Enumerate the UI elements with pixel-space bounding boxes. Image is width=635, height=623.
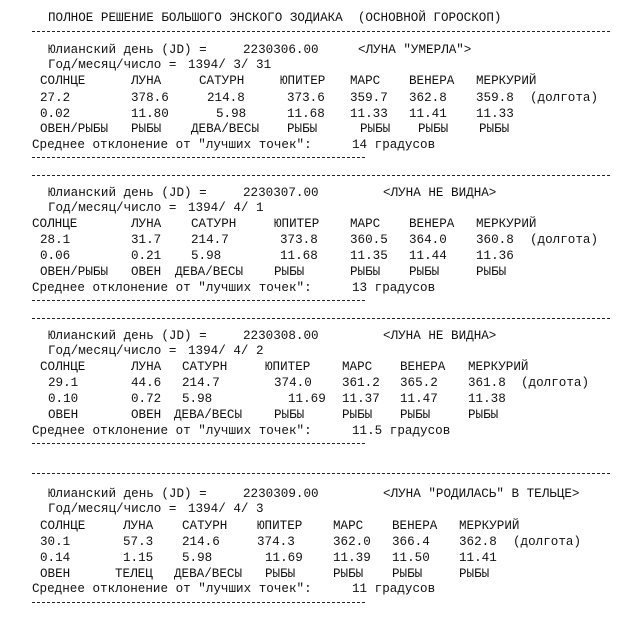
deviation-saturn: 5.98 xyxy=(191,249,222,263)
sign-moon: ОВЕН xyxy=(131,408,162,422)
header-saturn: САТУРН xyxy=(191,217,237,231)
deviation-mars: 11.33 xyxy=(350,107,388,121)
longitude-mercury: 359.8 xyxy=(476,91,514,105)
longitude-jupiter: 373.8 xyxy=(280,233,318,247)
header-sun: СОЛНЦЕ xyxy=(32,217,78,231)
deviation-moon: 1.15 xyxy=(123,551,154,565)
deviation-venus: 11.47 xyxy=(400,392,438,406)
sign-mars: РЫБЫ xyxy=(333,567,364,581)
deviation-venus: 11.50 xyxy=(392,551,430,565)
sign-saturn: ДЕВА/ВЕСЫ xyxy=(175,265,244,279)
longitude-moon: 44.6 xyxy=(131,376,162,390)
header-mercury: МЕРКУРИЙ xyxy=(476,74,537,88)
header-jupiter: ЮПИТЕР xyxy=(265,360,311,374)
header-moon: ЛУНА xyxy=(131,360,162,374)
sign-jupiter: РЫБЫ xyxy=(287,122,318,136)
longitude-label: (долгота) xyxy=(513,535,582,549)
longitude-sun: 28.1 xyxy=(40,233,71,247)
avg-deviation-label: Среднее отклонение от "лучших точек": xyxy=(32,138,312,152)
avg-deviation-value: 11 градусов xyxy=(352,582,436,596)
header-venus: ВЕНЕРА xyxy=(409,74,455,88)
separator xyxy=(32,602,365,603)
deviation-venus: 11.41 xyxy=(409,107,447,121)
longitude-moon: 378.6 xyxy=(131,91,169,105)
deviation-sun: 0.10 xyxy=(48,392,79,406)
sign-saturn: ДЕВА/ВЕСЫ xyxy=(191,122,260,136)
jd-value: 2230306.00 xyxy=(243,43,319,57)
sign-jupiter: РЫБЫ xyxy=(265,567,296,581)
avg-deviation-label: Среднее отклонение от "лучших точек": xyxy=(32,281,312,295)
page-title: ПОЛНОЕ РЕШЕНИЕ БОЛЬШОГО ЭНСКОГО ЗОДИАКА (ОСНОВНОЙ ГОРОСКОП) xyxy=(48,11,502,25)
date-label: Год/месяц/число = xyxy=(48,201,177,215)
longitude-moon: 31.7 xyxy=(131,233,162,247)
deviation-saturn: 5.98 xyxy=(182,392,213,406)
deviation-mercury: 11.33 xyxy=(476,107,514,121)
longitude-sun: 29.1 xyxy=(48,376,79,390)
deviation-moon: 0.72 xyxy=(131,392,162,406)
separator xyxy=(32,300,365,301)
sign-mercury: РЫБЫ xyxy=(479,122,510,136)
longitude-mars: 360.5 xyxy=(350,233,388,247)
deviation-saturn: 5.98 xyxy=(182,551,213,565)
longitude-sun: 30.1 xyxy=(40,535,71,549)
moon-status: <ЛУНА "РОДИЛАСЬ" В ТЕЛЬЦЕ> xyxy=(383,487,580,501)
deviation-saturn: 5.98 xyxy=(216,107,247,121)
longitude-jupiter: 373.6 xyxy=(287,91,325,105)
separator xyxy=(32,473,610,474)
date-label: Год/месяц/число = xyxy=(48,502,177,516)
sign-sun: ОВЕН xyxy=(48,408,79,422)
avg-deviation-value: 14 градусов xyxy=(352,138,436,152)
deviation-jupiter: 11.69 xyxy=(265,551,303,565)
sign-sun: ОВЕН xyxy=(40,567,71,581)
sign-saturn: ДЕВА/ВЕСЫ xyxy=(174,567,243,581)
deviation-venus: 11.44 xyxy=(409,249,447,263)
header-jupiter: ЮПИТЕР xyxy=(257,519,303,533)
deviation-jupiter: 11.68 xyxy=(287,107,325,121)
deviation-mars: 11.35 xyxy=(350,249,388,263)
avg-deviation-value: 11.5 градусов xyxy=(352,424,451,438)
longitude-sun: 27.2 xyxy=(40,91,71,105)
header-mars: МАРС xyxy=(333,519,364,533)
sign-saturn: ДЕВА/ВЕСЫ xyxy=(174,408,243,422)
sign-jupiter: РЫБЫ xyxy=(274,265,305,279)
header-moon: ЛУНА xyxy=(131,217,162,231)
longitude-venus: 366.4 xyxy=(392,535,430,549)
longitude-mercury: 362.8 xyxy=(459,535,497,549)
sign-sun: ОВЕН/РЫБЫ xyxy=(40,122,109,136)
longitude-jupiter: 374.0 xyxy=(274,376,312,390)
sign-venus: РЫБЫ xyxy=(418,122,449,136)
deviation-mercury: 11.41 xyxy=(459,551,497,565)
longitude-mercury: 361.8 xyxy=(468,376,506,390)
sign-moon: ОВЕН xyxy=(131,265,162,279)
longitude-label: (долгота) xyxy=(521,376,590,390)
header-saturn: САТУРН xyxy=(182,360,228,374)
deviation-jupiter: 11.69 xyxy=(288,392,326,406)
sign-venus: РЫБЫ xyxy=(392,567,423,581)
deviation-moon: 11.80 xyxy=(131,107,169,121)
sign-mars: РЫБЫ xyxy=(360,122,391,136)
separator xyxy=(32,318,610,319)
longitude-venus: 365.2 xyxy=(400,376,438,390)
sign-mercury: РЫБЫ xyxy=(459,567,490,581)
deviation-sun: 0.14 xyxy=(40,551,71,565)
header-moon: ЛУНА xyxy=(131,74,162,88)
header-sun: СОЛНЦЕ xyxy=(40,360,86,374)
header-mercury: МЕРКУРИЙ xyxy=(468,360,529,374)
longitude-label: (долгота) xyxy=(530,233,599,247)
date-value: 1394/ 4/ 2 xyxy=(188,344,264,358)
deviation-mercury: 11.38 xyxy=(468,392,506,406)
avg-deviation-label: Среднее отклонение от "лучших точек": xyxy=(32,424,312,438)
date-value: 1394/ 3/ 31 xyxy=(188,58,272,72)
sign-mercury: РЫБЫ xyxy=(468,408,499,422)
header-moon: ЛУНА xyxy=(123,519,154,533)
header-saturn: САТУРН xyxy=(199,74,245,88)
longitude-saturn: 214.6 xyxy=(182,535,220,549)
header-sun: СОЛНЦЕ xyxy=(40,74,86,88)
header-mars: МАРС xyxy=(350,74,381,88)
avg-deviation-value: 13 градусов xyxy=(352,281,436,295)
sign-sun: ОВЕН/РЫБЫ xyxy=(40,265,109,279)
header-venus: ВЕНЕРА xyxy=(400,360,446,374)
longitude-saturn: 214.8 xyxy=(207,91,245,105)
moon-status: <ЛУНА НЕ ВИДНА> xyxy=(383,329,497,343)
header-jupiter: ЮПИТЕР xyxy=(280,74,326,88)
sign-moon: РЫБЫ xyxy=(131,122,162,136)
longitude-mars: 359.7 xyxy=(350,91,388,105)
moon-status: <ЛУНА "УМЕРЛА"> xyxy=(358,43,472,57)
sign-jupiter: РЫБЫ xyxy=(274,408,305,422)
header-mars: МАРС xyxy=(342,360,373,374)
deviation-mars: 11.39 xyxy=(333,551,371,565)
header-sun: СОЛНЦЕ xyxy=(40,519,86,533)
deviation-sun: 0.06 xyxy=(40,249,71,263)
sign-mars: РЫБЫ xyxy=(342,408,373,422)
longitude-moon: 57.3 xyxy=(123,535,154,549)
longitude-mercury: 360.8 xyxy=(476,233,514,247)
header-mercury: МЕРКУРИЙ xyxy=(459,519,520,533)
header-venus: ВЕНЕРА xyxy=(409,217,455,231)
header-mercury: МЕРКУРИЙ xyxy=(476,217,537,231)
avg-deviation-label: Среднее отклонение от "лучших точек": xyxy=(32,582,312,596)
separator xyxy=(32,157,365,158)
deviation-mercury: 11.36 xyxy=(476,249,514,263)
sign-venus: РЫБЫ xyxy=(400,408,431,422)
separator xyxy=(32,443,365,444)
longitude-saturn: 214.7 xyxy=(191,233,229,247)
date-value: 1394/ 4/ 1 xyxy=(188,201,264,215)
longitude-venus: 364.0 xyxy=(409,233,447,247)
header-jupiter: ЮПИТЕР xyxy=(274,217,320,231)
header-mars: МАРС xyxy=(350,217,381,231)
jd-value: 2230308.00 xyxy=(243,329,319,343)
deviation-mars: 11.37 xyxy=(342,392,380,406)
date-value: 1394/ 4/ 3 xyxy=(188,502,264,516)
sign-mars: РЫБЫ xyxy=(350,265,381,279)
jd-value: 2230307.00 xyxy=(243,186,319,200)
separator xyxy=(32,175,610,176)
date-label: Год/месяц/число = xyxy=(48,344,177,358)
jd-label: Юлианский день (JD) = xyxy=(48,43,207,57)
longitude-venus: 362.8 xyxy=(409,91,447,105)
jd-label: Юлианский день (JD) = xyxy=(48,329,207,343)
moon-status: <ЛУНА НЕ ВИДНА> xyxy=(383,186,497,200)
separator xyxy=(32,31,610,32)
jd-label: Юлианский день (JD) = xyxy=(48,186,207,200)
date-label: Год/месяц/число = xyxy=(48,58,177,72)
jd-label: Юлианский день (JD) = xyxy=(48,487,207,501)
header-saturn: САТУРН xyxy=(182,519,228,533)
longitude-mars: 362.0 xyxy=(333,535,371,549)
jd-value: 2230309.00 xyxy=(243,487,319,501)
longitude-saturn: 214.7 xyxy=(182,376,220,390)
longitude-mars: 361.2 xyxy=(342,376,380,390)
deviation-jupiter: 11.68 xyxy=(280,249,318,263)
header-venus: ВЕНЕРА xyxy=(392,519,438,533)
longitude-label: (долгота) xyxy=(530,91,599,105)
sign-venus: РЫБЫ xyxy=(409,265,440,279)
deviation-moon: 0.21 xyxy=(131,249,162,263)
sign-moon: ТЕЛЕЦ xyxy=(115,567,153,581)
deviation-sun: 0.02 xyxy=(40,107,71,121)
sign-mercury: РЫБЫ xyxy=(476,265,507,279)
longitude-jupiter: 374.3 xyxy=(257,535,295,549)
